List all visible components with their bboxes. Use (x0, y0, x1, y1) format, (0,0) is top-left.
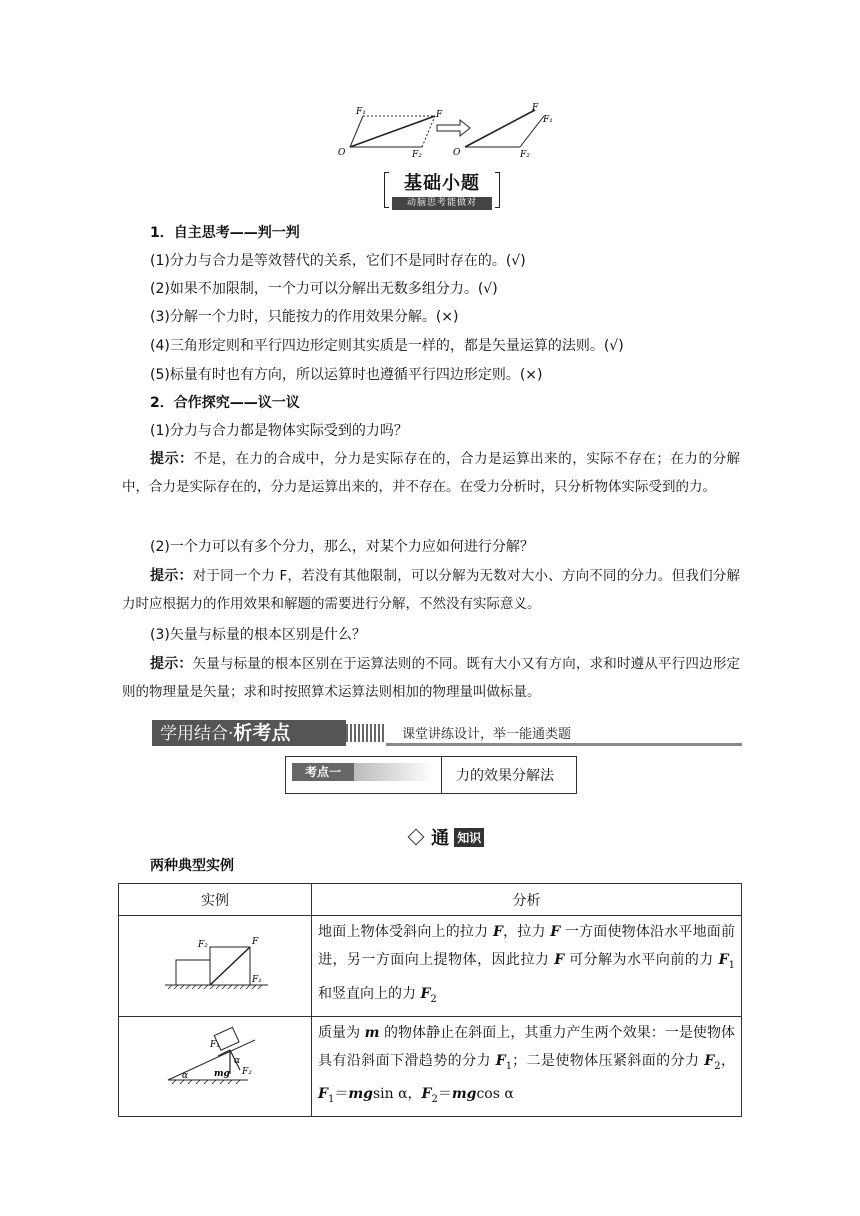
badge-subtitle: 动脑思考能做对 (392, 197, 492, 210)
left-f1-label: F₁ (356, 107, 366, 117)
right-f2-label: F₂ (520, 150, 530, 160)
col-header-example: 实例 (119, 884, 312, 916)
svg-text:α: α (182, 1070, 189, 1081)
example-figure-2 (119, 1016, 312, 1117)
kaodian-tag: 考点一 (292, 763, 354, 781)
col-header-analysis: 分析 (312, 884, 742, 916)
right-f1-label: F₁ (543, 115, 553, 125)
force-decomposition-diagram (330, 100, 570, 162)
right-o-label: O (453, 148, 461, 158)
basic-questions-badge (384, 172, 500, 212)
answer-1: 提示：不是，在力的合成中，分力是实际存在的，合力是运算出来的，实际不存在；在力的分解中，合力是实际存在的，分力是运算出来的，并不存在。在受力分析时，只分析物体实际受到的力。 (122, 451, 741, 495)
judge-item: (5)标量有时也有方向，所以运算时也遵循平行四边形定则。(×) (150, 367, 543, 383)
judge-item: (2)如果不加限制，一个力可以分解出无数多组分力。(√) (150, 281, 498, 297)
svg-text:F₁: F₁ (210, 1039, 220, 1050)
section1-heading: 1．自主思考——判一判 (150, 225, 300, 241)
right-f-label: F (532, 103, 539, 113)
svg-text:F₂: F₂ (198, 940, 208, 950)
tongzhi-badge: 通 知识 (410, 824, 484, 846)
svg-text:F: F (252, 937, 259, 947)
left-f2-label: F₂ (412, 150, 422, 160)
left-o-label: O (338, 148, 346, 158)
svg-text:mg: mg (214, 1068, 230, 1079)
section-banner (152, 720, 742, 746)
judge-item: (4)三角形定则和平行四边形定则其实质是一样的，都是矢量运算的法则。(√) (150, 338, 624, 354)
answer-2: 提示：对于同一个力 F，若没有其他限制，可以分解为无数对大小、方向不同的分力。但我们分解力时应根据力的作用效果和解题的需要进行分解，不然没有实际意义。 (122, 568, 741, 612)
judge-item: (1)分力与合力是等效替代的关系，它们不是同时存在的。(√) (150, 253, 526, 269)
answer-3: 提示：矢量与标量的根本区别在于运算法则的不同。既有大小又有方向，求和时遵从平行四边形定则的物理量是矢量；求和时按照算术运算法则相加的物理量叫做标量。 (122, 656, 741, 700)
arrow-right-icon (437, 120, 470, 136)
examples-table (118, 883, 742, 1117)
question-3: (3)矢量与标量的根本区别是什么？ (150, 627, 366, 643)
question-1: (1)分力与合力都是物体实际受到的力吗？ (150, 423, 408, 439)
example-analysis-1: 地面上物体受斜向上的拉力 F，拉力 F 一方面使物体沿水平地面前进，另一方面向上提物体，因此拉力 F 可分解为水平向前的力 $F_1$ 和竖直向上的力 $F_2$ (312, 916, 742, 1017)
kaodian-box (285, 756, 577, 794)
diamond-icon (408, 829, 425, 846)
examples-heading: 两种典型实例 (150, 858, 234, 874)
question-2: (2)一个力可以有多个分力，那么，对某个力应如何进行分解？ (150, 539, 534, 555)
svg-text:F₂: F₂ (242, 1066, 252, 1077)
badge-title: 基础小题 (404, 173, 480, 194)
kaodian-title: 力的效果分解法 (456, 768, 554, 784)
banner-subtitle: 课堂讲练设计，举一能通类题 (402, 727, 572, 742)
svg-text:F₁: F₁ (252, 975, 262, 985)
example-figure-1 (119, 916, 312, 1017)
example-analysis-2: 质量为 m 的物体静止在斜面上，其重力产生两个效果：一是使物体具有沿斜面下滑趋势的分力 $F_1$；二是使物体压紧斜面的分力 $F_2$，$F_1=mgsin$ α，$F_2=mgcos$ α (312, 1016, 742, 1117)
banner-title: 学用结合·析考点 (152, 720, 346, 746)
section2-heading: 2．合作探究——议一议 (150, 395, 300, 411)
left-f-label: F (436, 110, 443, 120)
judge-item: (3)分解一个力时，只能按力的作用效果分解。(×) (150, 309, 459, 325)
svg-text:α: α (234, 1055, 241, 1066)
